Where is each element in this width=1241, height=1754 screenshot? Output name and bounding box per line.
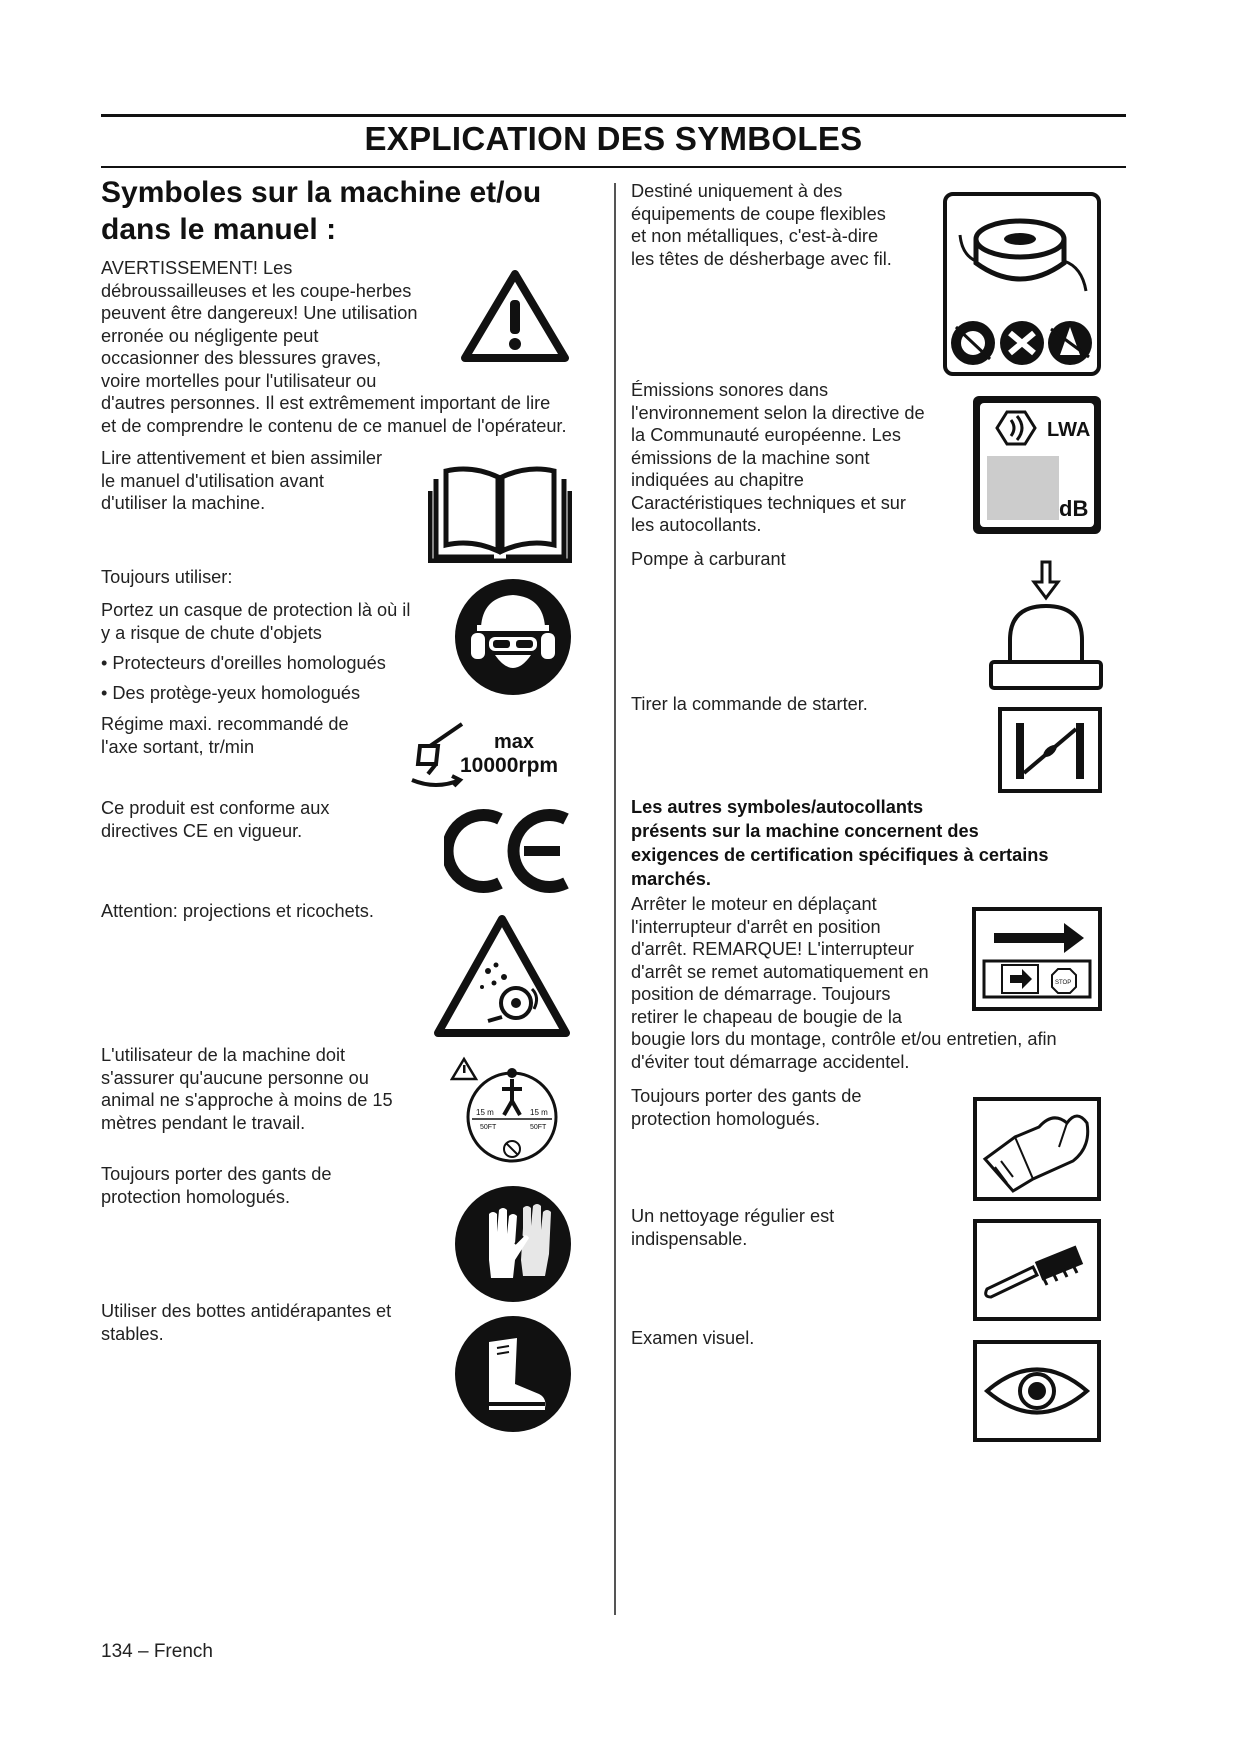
- eye-icon: [973, 1340, 1101, 1442]
- db-label: dB: [1059, 496, 1089, 521]
- gloves-text-left: Toujours porter des gants de protection homologués.: [101, 1164, 332, 1207]
- distance-m-left: 15 m: [476, 1108, 494, 1117]
- page-title: EXPLICATION DES SYMBOLES: [364, 120, 863, 157]
- helmet-protection-icon: [453, 577, 573, 697]
- fuel-pump-icon: [988, 560, 1104, 692]
- max-speed-text: Régime maxi. recommandé de l'axe sortant, tr/min: [101, 714, 349, 757]
- distance-text: L'utilisateur de la machine doit s'assurer qu'aucune personne ou animal ne s'approche à moins de 15 mètres pendant le travail.: [101, 1045, 393, 1133]
- glove-sticker-icon: [973, 1097, 1101, 1201]
- distance-m-right: 15 m: [530, 1108, 548, 1117]
- other-symbols-note: Les autres symboles/autocollants présents sur la machine concernent des exigences de certification spécifiques à certains marchés.: [631, 797, 1049, 889]
- projection-warning-icon: [432, 913, 572, 1039]
- noise-text: Émissions sonores dans l'environnement selon la directive de la Communauté européenne. Les émissions de la machine sont indiquées au chapitre Caractéristiques techniques et sur les autocollants.: [631, 380, 925, 535]
- ce-text: Ce produit est conforme aux directives CE en vigueur.: [101, 798, 330, 841]
- ce-mark-icon: [444, 807, 574, 895]
- gloves-text-right: Toujours porter des gants de protection homologués.: [631, 1086, 862, 1129]
- eye-protection-text: • Des protège-yeux homologués: [101, 683, 361, 703]
- stop-text: Arrêter le moteur en déplaçant l'interrupteur d'arrêt en position d'arrêt. REMARQUE! L'interrupteur d'arrêt se remet automatiquement en position de démarrage. Toujours retirer le chapeau de bougie de la bougie lors du montage, contrôle et/ou entretien, afin d'éviter tout démarrage accidentel.: [631, 894, 1057, 1072]
- cleaning-text: Un nettoyage régulier est indispensable.: [631, 1206, 835, 1249]
- flex-cutting-text: Destiné uniquement à des équipements de coupe flexibles et non métalliques, c'est-à-dire les têtes de désherbage avec fil.: [631, 181, 892, 269]
- section-heading: Symboles sur la machine et/ou dans le manuel :: [101, 176, 542, 246]
- max-speed-label: max: [494, 731, 535, 753]
- noise-emission-icon: [971, 394, 1103, 536]
- gloves-icon: [453, 1184, 573, 1304]
- fuel-pump-text: Pompe à carburant: [631, 549, 786, 569]
- visual-check-text: Examen visuel.: [631, 1328, 755, 1348]
- trimmer-head-icon: [942, 191, 1102, 377]
- max-speed-value: 10000rpm: [460, 754, 559, 777]
- page-footer: 134 – French: [101, 1641, 213, 1662]
- warning-triangle-icon: [459, 268, 571, 364]
- brush-icon: [973, 1219, 1101, 1321]
- choke-icon: [998, 707, 1102, 793]
- boots-text: Utiliser des bottes antidérapantes et stables.: [101, 1301, 392, 1344]
- column-divider: [614, 183, 616, 1615]
- distance-ft-left: 50FT: [480, 1124, 497, 1131]
- title-rule: [101, 166, 1126, 168]
- manual-text: Lire attentivement et bien assimiler le manuel d'utilisation avant d'utiliser la machine.: [101, 448, 383, 513]
- distance-ft-right: 50FT: [530, 1124, 547, 1131]
- stop-label: STOP: [1055, 980, 1072, 986]
- top-rule: [101, 114, 1126, 117]
- always-use-label: Toujours utiliser:: [101, 567, 233, 587]
- choke-text: Tirer la commande de starter.: [631, 694, 868, 714]
- stop-switch-icon: [972, 907, 1102, 1011]
- safety-distance-icon: [450, 1055, 574, 1167]
- book-icon: [428, 461, 572, 563]
- helmet-text: Portez un casque de protection là où il y a risque de chute d'objets: [101, 600, 411, 643]
- projection-text: Attention: projections et ricochets.: [101, 901, 374, 921]
- lwa-label: LWA: [1047, 419, 1091, 441]
- ear-protection-text: • Protecteurs d'oreilles homologués: [101, 653, 386, 673]
- warning-text: AVERTISSEMENT! Les débroussailleuses et les coupe-herbes peuvent être dangereux! Une utilisation erronée ou négligente peut occasionner des blessures graves, voire mortelles pour l'utilisateur ou d'autres personnes. Il est extrêmement important de lire et de comprendre le contenu de ce manuel de l'opérateur.: [101, 258, 567, 436]
- boots-icon: [453, 1314, 573, 1434]
